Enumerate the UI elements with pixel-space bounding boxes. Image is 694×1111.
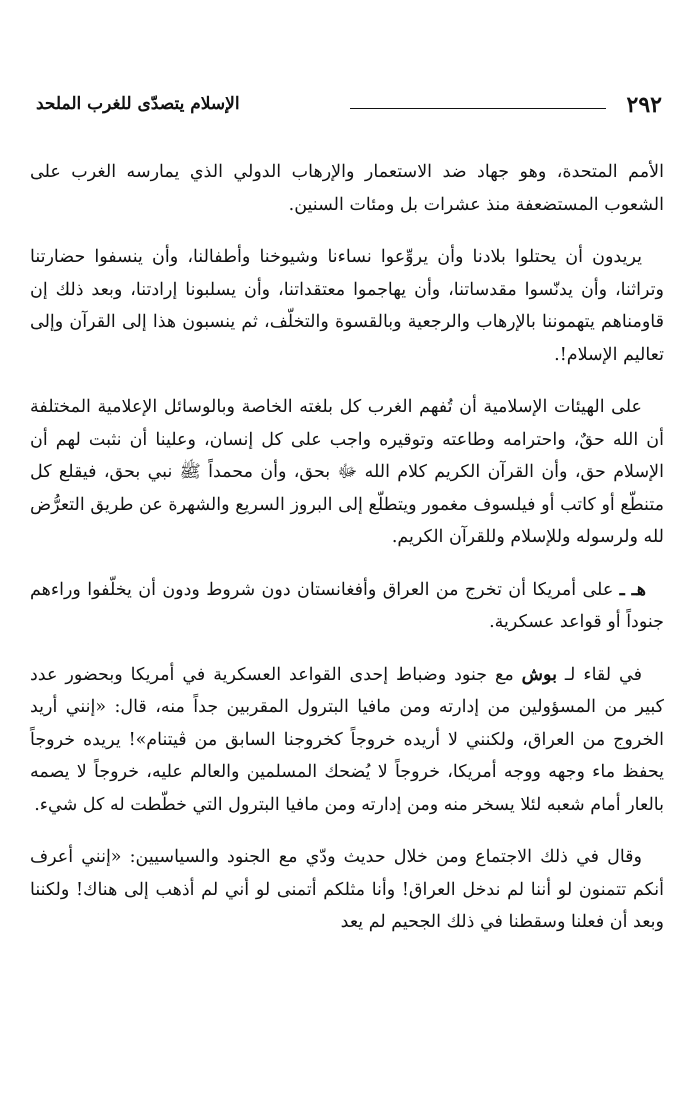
paragraph-3: على الهيئات الإسلامية أن تُفهم الغرب كل بلغته الخاصة وبالوسائل الإعلامية المختلفة أن الله حقٌ، واحترامه وطاعته وتوقيره واجب على كل إنسان، وعلينا أن نثبت لهم أن الإسلام حق، وأن القرآن الكريم كلام الله ﷻ بحق، وأن محمداً ﷺ نبي بحق، فيقلع كل متنطّع أو كاتب أو فيلسوف مغمور ويتطلّع إلى البروز السريع والشهرة عن طريق التعرُّض لله ولرسوله وللإسلام وللقرآن الكريم.	[30, 397, 664, 547]
item-text: على أمريكا أن تخرج من العراق وأفغانستان دون شروط ودون أن يخلّفوا وراءهم جنوداً أو قواعد عسكرية.	[30, 579, 664, 632]
item-marker: هـ ـ	[619, 579, 646, 600]
body-text	[30, 156, 664, 939]
page-number: ٢٩٢	[626, 92, 662, 118]
running-title: الإسلام يتصدّى للغرب الملحد	[36, 94, 240, 114]
paragraph-5-lead: في لقاء لـ	[564, 664, 642, 685]
paragraph-5-rest: مع جنود وضباط إحدى القواعد العسكرية في أمريكا وبحضور عدد كبير من المسؤولين من إدارته ومن مافيا البترول المقربين جداً منه، قال: «إنني أريد الخروج من العراق، ولكنني لا أريده خروجاً كخروجنا السابق من ڤيتنام»! يريده خروجاً يحفظ ماء وجهه ووجه أمريكا، خروجاً لا يُضحك المسلمين والعالم عليه، خروجاً لا يصمه بالعار أمام شعبه لئلا يسخر منه ومن إدارته ومن مافيا البترول التي خطّطت له كل شيء.	[30, 664, 664, 815]
paragraph-6: وقال في ذلك الاجتماع ومن خلال حديث ودّي مع الجنود والسياسيين: «إنني أعرف أنكم تتمنون لو أننا لم ندخل العراق! وأنا مثلكم أتمنى لو أني لم أذهب إلى هناك! ولكننا وبعد أن فعلنا وسقطنا في ذلك الجحيم لم يعد	[30, 847, 664, 932]
paragraph-4-item-h	[30, 574, 664, 639]
name-bush: بوش	[521, 664, 557, 685]
paragraph-2: يريدون أن يحتلوا بلادنا وأن يروِّعوا نساءنا وشيوخنا وأطفالنا، وأن ينسفوا حضارتنا وتراثنا، وأن يدنّسوا مقدساتنا، وأن يهاجموا معتقداتنا، وأن يسلبونا إرادتنا، وبعد ذلك إن قاومناهم يتهموننا بالإرهاب والرجعية وبالقسوة والتخلّف، ثم ينسبون هذا إلى القرآن وإلى تعاليم الإسلام!.	[30, 247, 664, 365]
book-page	[30, 86, 664, 1086]
running-header	[30, 86, 664, 122]
header-rule	[350, 108, 606, 109]
paragraph-5	[30, 659, 664, 822]
paragraph-1: الأمم المتحدة، وهو جهاد ضد الاستعمار والإرهاب الدولي الذي يمارسه الغرب على الشعوب المستضعفة منذ عشرات بل ومئات السنين.	[30, 162, 664, 215]
